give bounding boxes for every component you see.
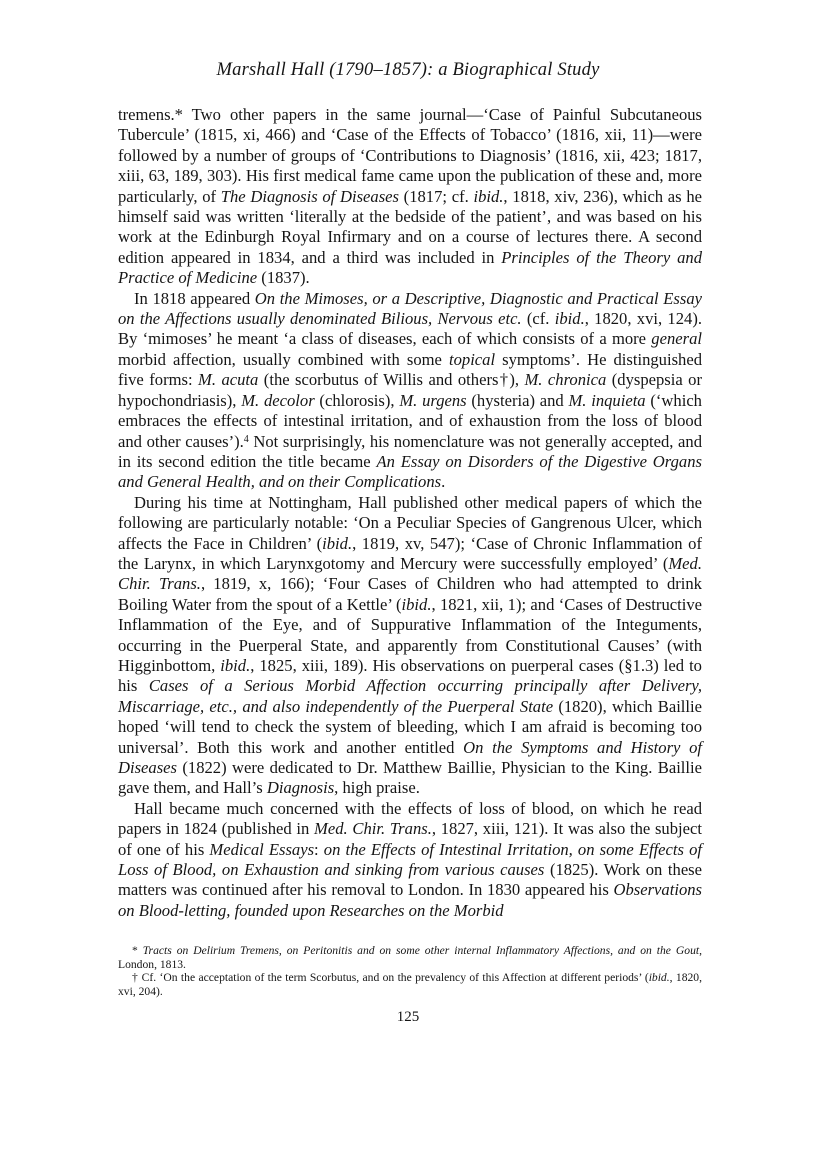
text-run: , 1820, xvi, 204). bbox=[118, 971, 702, 998]
text-run: , 1821, xii, 1); and ‘Cases of Destructive Inflammation of the Eye, and of Suppurative Inflammation of the Integuments, occurring in the Puerperal State, and apparently from Constitutional Causes’ (with Higginbottom, bbox=[118, 594, 702, 675]
text-run: During his time at Nottingham, Hall published other medical papers of which the following are particularly notable: ‘On a Peculiar Species of Gangrenous Ulcer, which affects the Face in Children’ ( bbox=[118, 492, 702, 553]
footnotes bbox=[118, 944, 702, 998]
italic-run: ibid. bbox=[473, 186, 504, 206]
text-run: † Cf. ‘On the acceptation of the term Scorbutus, and on the prevalency of this Affection at different periods’ ( bbox=[132, 971, 649, 985]
italic-run: Med. Chir. Trans. bbox=[314, 819, 432, 839]
text-run: tremens.* Two other papers in the same journal—‘Case of Painful Subcutaneous Tubercule’ (1815, xi, 466) and ‘Case of the Effects of Tobacco’ (1816, xii, 11)—were followed by a number of groups of ‘Contributions to Diagnosis’ (1816, xii, 423; 1817, xiii, 63, 189, 303). His first medical fame came upon the publication of these and, more particularly, of bbox=[118, 105, 702, 206]
text-run: , 1819, xv, 547); ‘Case of Chronic Inflammation of the Larynx, in which Larynxgotomy and Mercury were successfully employed’ ( bbox=[118, 533, 702, 573]
italic-run: Observations on Blood-letting, founded upon Researches on the Morbid bbox=[118, 880, 702, 920]
paragraph-4 bbox=[118, 799, 702, 921]
footnote-1 bbox=[118, 944, 702, 971]
text-run: (1825). Work on these matters was continued after his removal to London. In 1830 appeared his bbox=[118, 860, 703, 900]
italic-run: Diagnosis bbox=[266, 778, 335, 798]
italic-run: ibid. bbox=[554, 309, 585, 329]
text-run: morbid affection, usually combined with some bbox=[118, 349, 449, 369]
text-run: (1820), which Baillie hoped ‘will tend to check the system of bleeding, which I am afraid is becoming too universal’. Both this work and another entitled bbox=[118, 696, 703, 757]
page-number: 125 bbox=[396, 1009, 420, 1025]
italic-run: Medical Essays bbox=[209, 839, 315, 859]
italic-run: The Diagnosis of Diseases bbox=[220, 186, 399, 206]
text-run: . bbox=[441, 472, 446, 492]
italic-run: topical bbox=[448, 349, 496, 369]
italic-run: M. urgens bbox=[399, 390, 467, 410]
paragraph-1 bbox=[118, 105, 702, 289]
italic-run: On the Mimoses, or a Descriptive, Diagnostic and Practical Essay on the Affections usually denominated Bilious, Nervous etc. bbox=[118, 288, 702, 329]
italic-run: Cases of a Serious Morbid Affection occurring principally after Delivery, Miscarriage, etc., and also independently of the Puerperal State bbox=[118, 676, 703, 716]
running-head: Marshall Hall (1790–1857): a Biographical Study bbox=[216, 60, 600, 80]
text-run: (hysteria) and bbox=[466, 390, 569, 410]
italic-run: Med. Chir. Trans. bbox=[118, 553, 702, 594]
italic-run: general bbox=[651, 329, 702, 349]
text-run: (‘which embraces the effects of intestinal irritation, and of exhaustion from the loss of blood and other causes’). bbox=[118, 390, 702, 451]
italic-run: M. inquieta bbox=[568, 390, 646, 410]
italic-run: M. chronica bbox=[524, 370, 607, 390]
text-run: : bbox=[314, 839, 324, 859]
text-run: (dyspepsia or hypochondriasis), bbox=[118, 370, 703, 410]
body-text bbox=[118, 105, 702, 921]
text-run: , London, 1813. bbox=[118, 944, 702, 971]
text-run: (the scorbutus of Willis and others†), bbox=[258, 370, 525, 390]
italic-run: ibid. bbox=[648, 971, 670, 985]
text-run: , 1818, xiv, 236), which as he himself said was written ‘literally at the bedside of the patient’, and was based on his work at the Edinburgh Royal Infirmary and on a course of lectures there. A second edition appeared in 1834, and a third was included in bbox=[118, 186, 702, 267]
text-run: (1817; cf. bbox=[398, 186, 474, 206]
italic-run: M. acuta bbox=[198, 370, 259, 390]
text-run: (1837). bbox=[257, 268, 310, 288]
text-run: , 1820, xvi, 124). By ‘mimoses’ he meant ‘a class of diseases, each of which consists of a more bbox=[118, 309, 702, 349]
text-run: Hall became much concerned with the effects of loss of blood, on which he read papers in 1824 (published in bbox=[118, 798, 702, 839]
italic-run: Principles of the Theory and Practice of Medicine bbox=[118, 247, 702, 288]
text-run: , 1825, xiii, 189). His observations on puerperal cases (§1.3) led to his bbox=[118, 655, 702, 696]
italic-run: An Essay on Disorders of the Digestive Organs and General Health, and on their Complications bbox=[118, 451, 702, 492]
paragraph-3 bbox=[118, 493, 702, 799]
italic-run: Tracts on Delirium Tremens, on Peritonitis and on some other internal Inflammatory Affections, and on the Gout bbox=[142, 944, 700, 957]
text-run: Not surprisingly, his nomenclature was not generally accepted, and in its second edition the title became bbox=[118, 431, 703, 471]
footnote-2 bbox=[118, 971, 702, 998]
text-run: , 1827, xiii, 121). It was also the subject of one of his bbox=[118, 819, 702, 859]
italic-run: on the Effects of Intestinal Irritation, on some Effects of Loss of Blood, on Exhaustion and sinking from various causes bbox=[118, 839, 702, 880]
text-run: * bbox=[132, 944, 143, 957]
italic-run: M. decolor bbox=[241, 390, 315, 410]
italic-run: ibid. bbox=[322, 533, 353, 553]
paragraph-2 bbox=[118, 289, 702, 493]
italic-run: ibid. bbox=[401, 594, 432, 614]
note-reference: 4 bbox=[243, 433, 249, 445]
italic-run: On the Symptoms and History of Diseases bbox=[118, 737, 702, 777]
text-run: (chlorosis), bbox=[314, 390, 400, 410]
text-run: , high praise. bbox=[334, 778, 420, 798]
text-run: (1822) were dedicated to Dr. Matthew Baillie, Physician to the King. Baillie gave them, and Hall’s bbox=[118, 758, 702, 798]
text-run: symptoms’. He distinguished five forms: bbox=[118, 349, 703, 390]
italic-run: ibid. bbox=[220, 655, 251, 675]
text-run: (cf. bbox=[521, 309, 555, 329]
text-run: In 1818 appeared bbox=[134, 288, 255, 308]
text-run: , 1819, x, 166); ‘Four Cases of Children who had attempted to drink Boiling Water from the spout of a Kettle’ ( bbox=[118, 574, 702, 614]
